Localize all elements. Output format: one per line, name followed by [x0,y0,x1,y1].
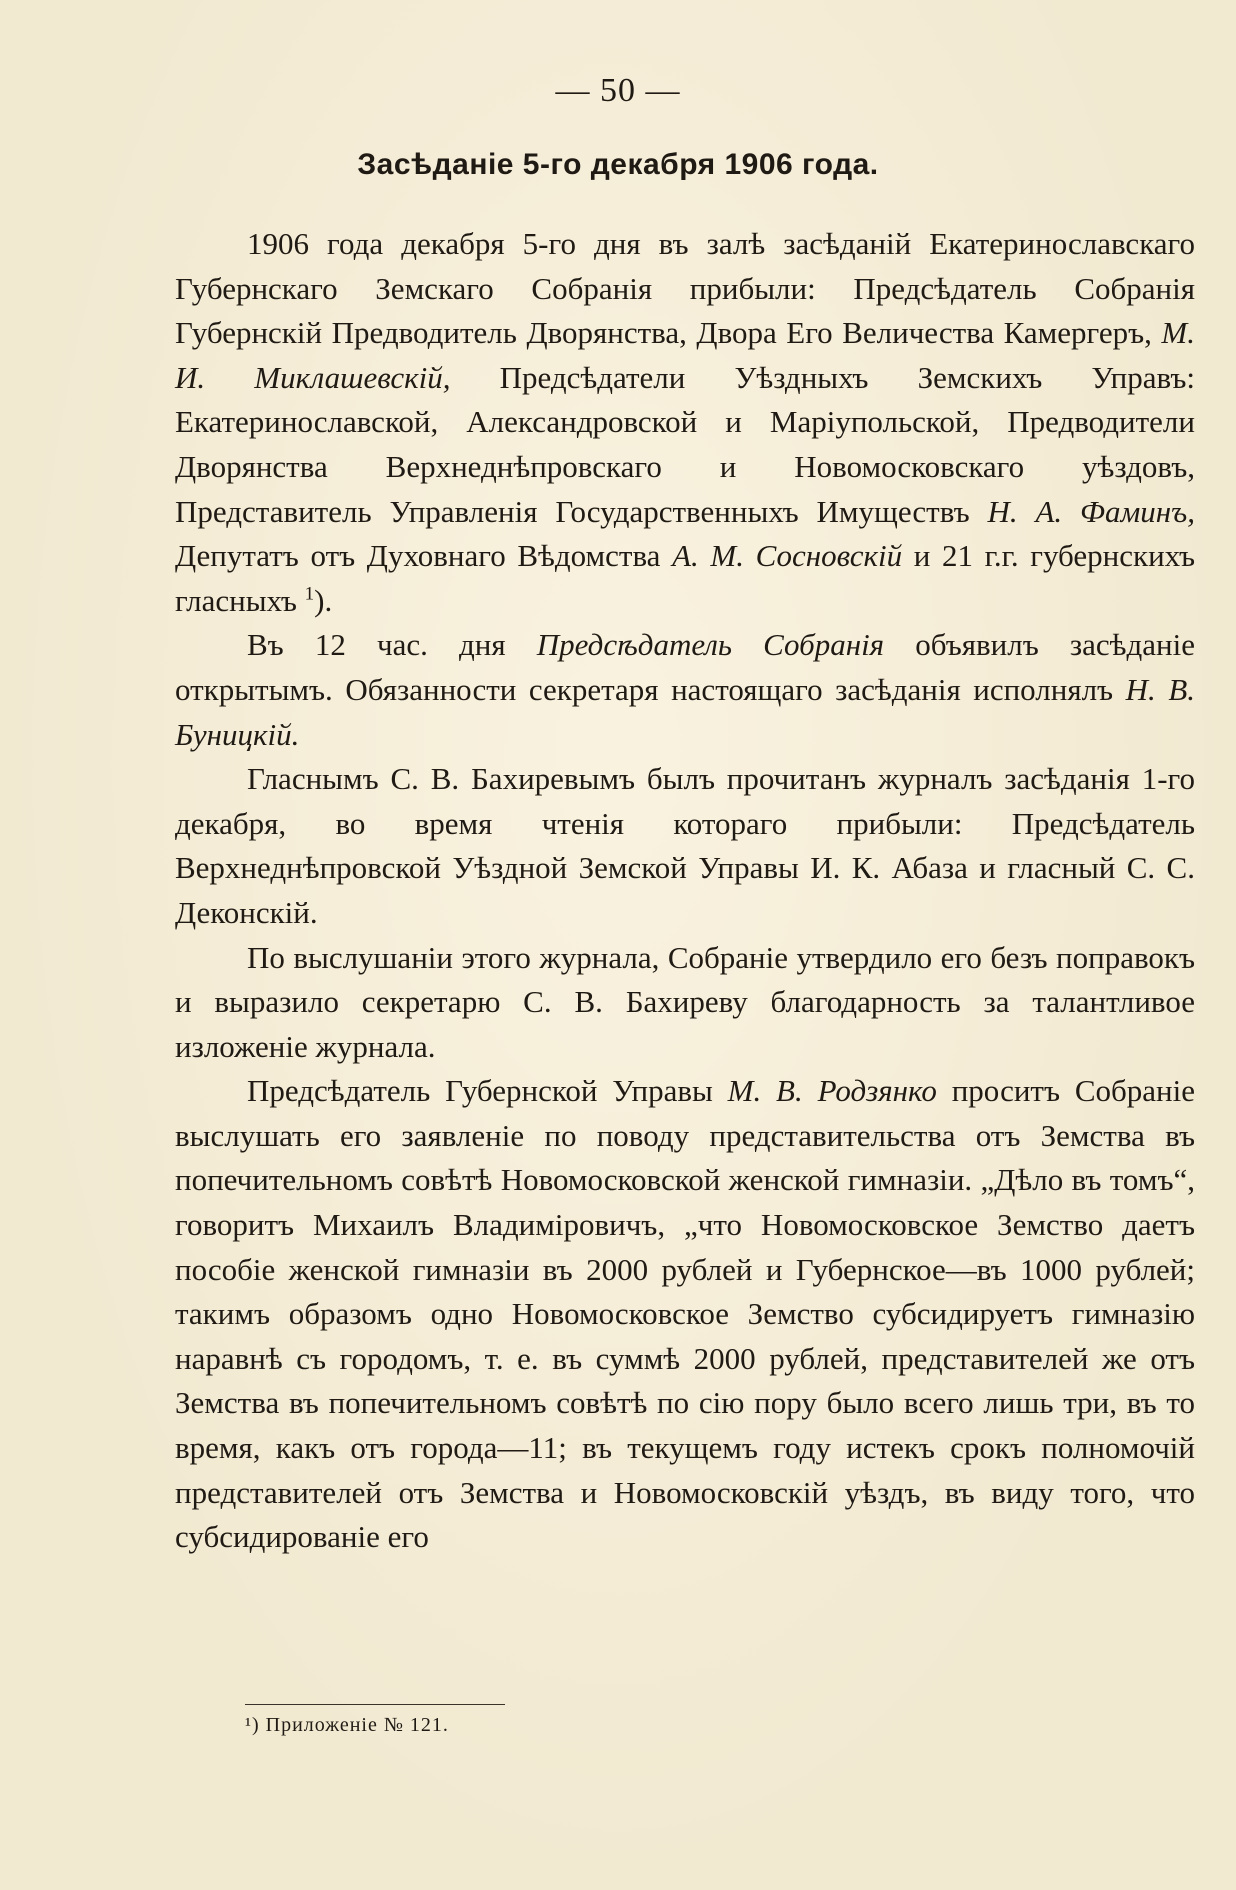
paragraph-journal-reading [175,757,1195,935]
paragraph-attendance [175,222,1195,623]
text-run: Предсѣдатель Губернской Управы [247,1073,728,1109]
text-run: По выслушаніи этого журнала, Собраніе утвердило его безъ поправокъ и выразило секретарю С. В. Бахиреву благодарность за талантливое изложеніе журнала. [175,939,1195,1064]
title-chairman: Предсѣдатель Собранія [536,627,885,663]
name-miklashevsky: М. И. Миклашевскій, [175,315,1195,395]
name-bunitsky: Н. В. Буницкій. [175,671,1196,752]
paragraph-journal-approval [175,936,1195,1070]
footnote-divider [245,1704,505,1705]
text-run: Предсѣдатели Уѣздныхъ Земскихъ Управъ: Екатеринославской, Александровской и Маріупольской, Предводители Дворянства Верхнеднѣпровскаго и Новомосковскаго уѣздовъ, Представитель Управленія Государственныхъ Имуществъ [175,359,1196,529]
footnote: ¹) Приложеніе № 121. [245,1714,449,1736]
text-run: Депутатъ отъ Духовнаго Вѣдомства [175,538,673,574]
text-run: ). [314,582,333,618]
text-run: Гласнымъ С. В. Бахиревымъ былъ прочитанъ журналъ засѣданія 1-го декабря, во время чтенія котораго прибыли: Предсѣдатель Верхнеднѣпровской Уѣздной Земской Управы И. К. Абаза и гласный С. С. Деконскій. [175,761,1195,930]
name-faminy: Н. А. Фаминъ, [987,493,1195,529]
body-text [175,222,1195,1560]
text-run: Въ 12 час. дня [247,627,537,663]
text-run: и 21 г.г. губернскихъ гласныхъ [175,538,1196,618]
text-run: 1906 года декабря 5-го дня въ залѣ засѣданій Екатеринославскаго Губернскаго Земскаго Собранія прибыли: Предсѣдатель Собранія Губернскій Предводитель Дворянства, Двора Его Величества Камергеръ, [175,226,1195,351]
name-rodzyanko: М. В. Родзянко [727,1073,937,1109]
page-number: — 50 — [555,72,681,109]
text-run: объявилъ засѣданіе открытымъ. Обязанности секретаря настоящаго засѣданія исполнялъ [175,627,1195,707]
session-heading: Засѣданіе 5-го декабря 1906 года. [357,148,879,181]
paragraph-opening [175,623,1195,757]
text-run: проситъ Собраніе выслушать его заявленіе по поводу представительства отъ Земства въ попечительномъ совѣтѣ Новомосковской женской гимназіи. „Дѣло въ томъ“, говоритъ Михаилъ Владиміровичъ, „что Новомосковское Земство даетъ пособіе женской гимназіи въ 2000 рублей и Губернское—въ 1000 рублей; такимъ образомъ одно Новомосковское Земство субсидируетъ гимназію наравнѣ съ городомъ, т. е. въ суммѣ 2000 рублей, представителей же отъ Земства въ попечительномъ совѣтѣ по сію пору было всего лишь три, въ то время, какъ отъ города—11; въ текущемъ году истекъ срокъ полномочій представителей отъ Земства и Новомосковскій уѣздъ, въ виду того, что субсидированіе его [175,1073,1195,1555]
footnote-marker: 1 [304,583,315,605]
paragraph-rodzyanko-statement [175,1069,1195,1560]
name-sosnovsky: А. М. Сосновскій [672,538,903,574]
